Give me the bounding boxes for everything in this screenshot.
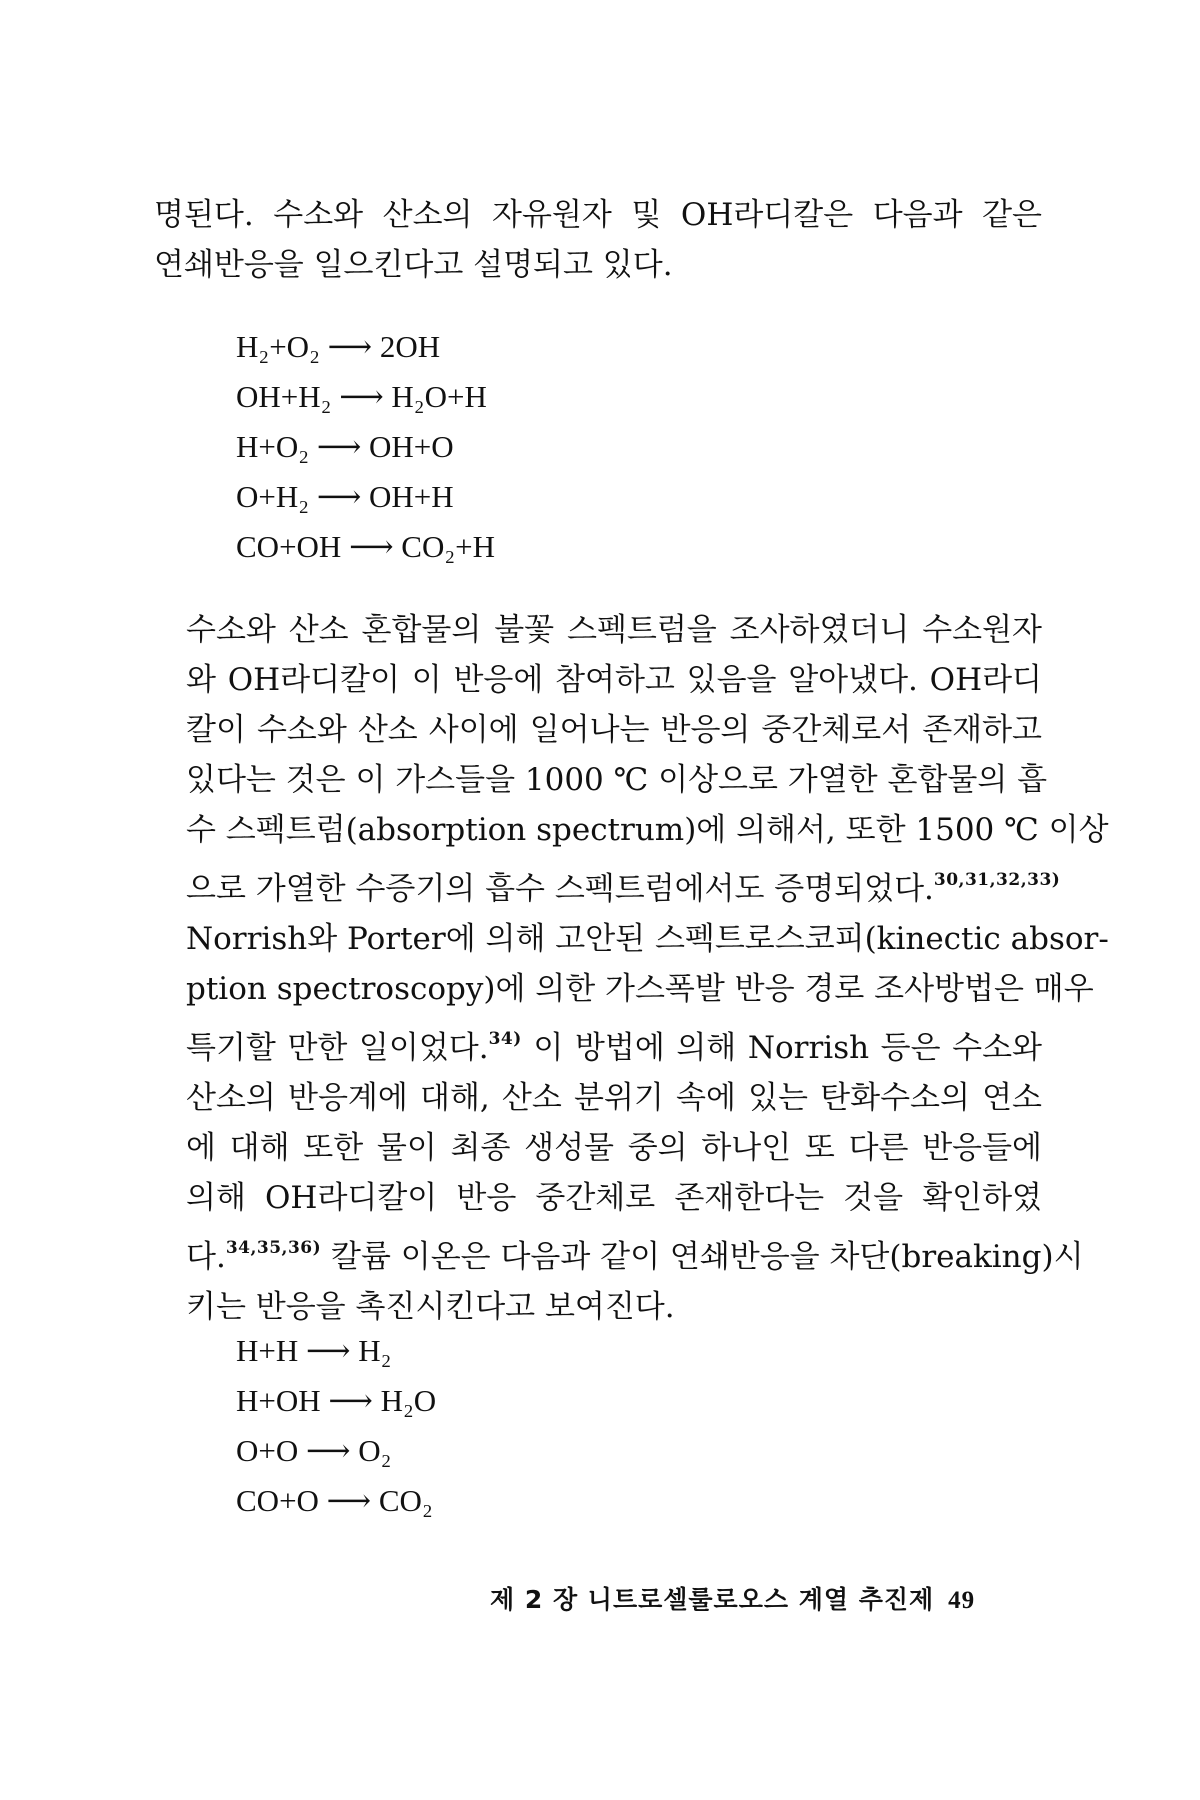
- equation: CO+O ⟶ CO₂: [236, 1483, 433, 1518]
- equation: H+H ⟶ H₂: [236, 1333, 392, 1368]
- page-footer: [490, 1580, 975, 1616]
- text-line: Norrish와 Porter에 의해 고안된 스펙트로스코피(kinectic absor-: [186, 921, 1109, 957]
- text-line: 연쇄반응을 일으킨다고 설명되고 있다.: [154, 247, 673, 283]
- equation: H+OH ⟶ H₂O: [236, 1383, 437, 1418]
- text-line: 수소와 산소 혼합물의 불꽃 스펙트럼을 조사하였더니 수소원자: [186, 612, 1042, 648]
- text-segment: 다.: [186, 1239, 226, 1275]
- reference-superscript: 34,35,36): [225, 1238, 322, 1258]
- text-line: [154, 855, 1061, 914]
- text-segment: 칼륨 이온은 다음과 같이 연쇄반응을 차단(breaking)시: [321, 1239, 1084, 1275]
- page-number: 49: [948, 1587, 976, 1614]
- text-line: 키는 반응을 촉진시킨다고 보여진다.: [186, 1289, 675, 1325]
- equation: H₂+O₂ ⟶ 2OH: [236, 329, 441, 364]
- reference-superscript: 34): [488, 1029, 522, 1049]
- text-line: 명된다. 수소와 산소의 자유원자 및 OH라디칼은 다음과 같은: [154, 197, 1042, 233]
- equation: CO+OH ⟶ CO₂+H: [236, 529, 496, 564]
- equation-block-chain-reactions: [236, 322, 495, 572]
- chapter-title: 제 2 장 니트로셀룰로오스 계열 추진제: [490, 1585, 935, 1614]
- text-line: [154, 1223, 1084, 1282]
- equation: O+O ⟶ O₂: [236, 1433, 392, 1468]
- paragraph-intro: [154, 190, 1042, 290]
- text-line: 산소의 반응계에 대해, 산소 분위기 속에 있는 탄화수소의 연소: [186, 1080, 1042, 1116]
- equation: O+H₂ ⟶ OH+H: [236, 479, 454, 514]
- text-line: 와 OH라디칼이 이 반응에 참여하고 있음을 알아냈다. OH라디: [186, 662, 1042, 698]
- equation: OH+H₂ ⟶ H₂O+H: [236, 379, 487, 414]
- text-line: 에 대해 또한 물이 최종 생성물 중의 하나인 또 다른 반응들에: [186, 1130, 1042, 1166]
- reference-superscript: 30,31,32,33): [933, 870, 1061, 890]
- text-segment: 이 방법에 의해 Norrish 등은 수소와: [521, 1030, 1043, 1066]
- equation: H+O₂ ⟶ OH+O: [236, 429, 454, 464]
- text-line: [154, 1014, 1042, 1073]
- text-segment: 특기할 만한 일이었다.: [186, 1030, 489, 1066]
- text-line: 의해 OH라디칼이 반응 중간체로 존재한다는 것을 확인하였: [186, 1180, 1042, 1216]
- text-line: 수 스펙트럼(absorption spectrum)에 의해서, 또한 1500 ℃ 이상: [186, 812, 1109, 848]
- text-line: ption spectroscopy)에 의한 가스폭발 반응 경로 조사방법은 매우: [186, 971, 1094, 1007]
- paragraph-spectrum: [154, 605, 1109, 1332]
- text-segment: 으로 가열한 수증기의 흡수 스펙트럼에서도 증명되었다.: [186, 871, 934, 907]
- equation-block-termination-reactions: [236, 1326, 436, 1526]
- text-line: 칼이 수소와 산소 사이에 일어나는 반응의 중간체로서 존재하고: [186, 712, 1042, 748]
- text-line: 있다는 것은 이 가스들을 1000 ℃ 이상으로 가열한 혼합물의 흡: [186, 762, 1048, 798]
